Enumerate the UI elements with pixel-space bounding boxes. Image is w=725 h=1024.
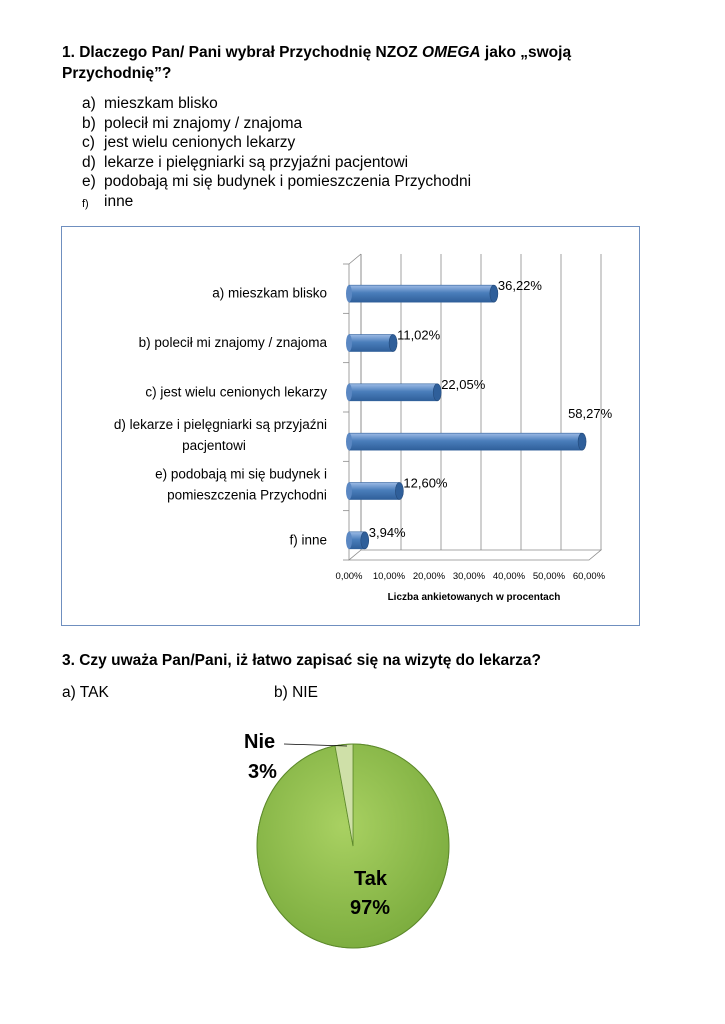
data-label: 11,02%: [397, 327, 441, 343]
category-label: f) inne: [289, 532, 327, 548]
bar-cap: [433, 384, 441, 401]
option-text: lekarze i pielęgniarki są przyjaźni pacjentowi: [104, 153, 409, 171]
bar-base: [346, 285, 352, 302]
category-label: e) podobają mi się budynek i: [155, 466, 327, 482]
bar-cap: [578, 433, 586, 450]
axis-corner-line: [349, 254, 361, 264]
bar: [349, 285, 494, 302]
category-label: pacjentowi: [182, 438, 246, 454]
pie-label-nie-value: 3%: [248, 761, 277, 783]
bar-chart-frame: [61, 226, 640, 626]
option-item: [82, 94, 471, 114]
category-label: a) mieszkam blisko: [212, 285, 327, 301]
question-1-suffix: jako „swoją Przychodnię”?: [62, 44, 572, 82]
option-letter: e): [82, 173, 96, 191]
option-item: [82, 114, 471, 134]
data-label: 12,60%: [403, 475, 448, 491]
question-3-title: 3. Czy uważa Pan/Pani, iż łatwo zapisać się na wizytę do lekarza?: [62, 652, 541, 669]
option-text: mieszkam blisko: [104, 95, 218, 112]
option-letter: a): [82, 95, 96, 112]
x-tick-label: 0,00%: [335, 571, 363, 582]
bar-cap: [361, 532, 369, 549]
question-1-prefix: 1. Dlaczego Pan/ Pani wybrał Przychodnię NZOZ: [62, 44, 423, 61]
bar-base: [346, 483, 352, 500]
data-label: 58,27%: [568, 406, 613, 422]
option-item: [82, 192, 471, 215]
bar-base: [346, 433, 352, 450]
answer-nie: b) NIE: [274, 684, 318, 701]
x-axis-title: Liczba ankietowanych w procentach: [387, 592, 561, 603]
option-item: [82, 172, 471, 192]
x-tick-label: 10,00%: [372, 571, 406, 582]
category-label: c) jest wielu cenionych lekarzy: [145, 384, 327, 400]
bar-base: [346, 335, 352, 352]
question-1-title: [62, 42, 662, 84]
category-label: b) polecił mi znajomy / znajoma: [138, 335, 327, 350]
question-1-options: [82, 94, 471, 215]
bar: [349, 335, 393, 352]
pie-label-nie: Nie: [244, 731, 276, 753]
bar-cap: [490, 285, 498, 302]
category-label: d) lekarze i pielęgniarki są przyjaźni: [113, 417, 327, 433]
option-text: inne: [104, 192, 134, 210]
bar-cap: [395, 483, 403, 500]
pie-label-tak: Tak: [354, 868, 387, 890]
bar: [349, 433, 582, 450]
bar-cap: [389, 335, 397, 352]
option-item: [82, 153, 471, 173]
x-tick-label: 60,00%: [572, 571, 606, 582]
data-label: 36,22%: [497, 278, 542, 294]
x-tick-label: 50,00%: [532, 571, 566, 582]
bar-base: [346, 532, 352, 549]
pie-chart: [230, 720, 490, 960]
pie-label-tak-value: 97%: [350, 897, 391, 919]
pie-chart-frame: [230, 720, 490, 960]
option-text: podobają mi się budynek i pomieszczenia Przychodni: [104, 173, 472, 191]
data-label: 22,05%: [441, 376, 486, 392]
option-letter: f): [82, 197, 89, 210]
x-tick-label: 30,00%: [452, 571, 486, 582]
option-letter: b): [82, 114, 96, 132]
option-letter: d): [82, 153, 96, 171]
option-text: jest wielu cenionych lekarzy: [104, 134, 296, 152]
bar-chart: [62, 227, 639, 625]
bar-base: [346, 384, 352, 401]
answer-tak: a) TAK: [62, 684, 109, 701]
option-item: [82, 133, 471, 153]
data-label: 3,94%: [368, 524, 406, 540]
bar: [349, 384, 437, 401]
question-1-italic: OMEGA: [422, 44, 481, 61]
x-tick-label: 20,00%: [412, 571, 446, 582]
bar: [349, 483, 399, 500]
chart-floor: [349, 550, 601, 560]
x-tick-label: 40,00%: [492, 571, 526, 582]
option-text: polecił mi znajomy / znajoma: [104, 114, 303, 132]
option-letter: c): [82, 134, 95, 152]
category-label: pomieszczenia Przychodni: [167, 487, 327, 503]
